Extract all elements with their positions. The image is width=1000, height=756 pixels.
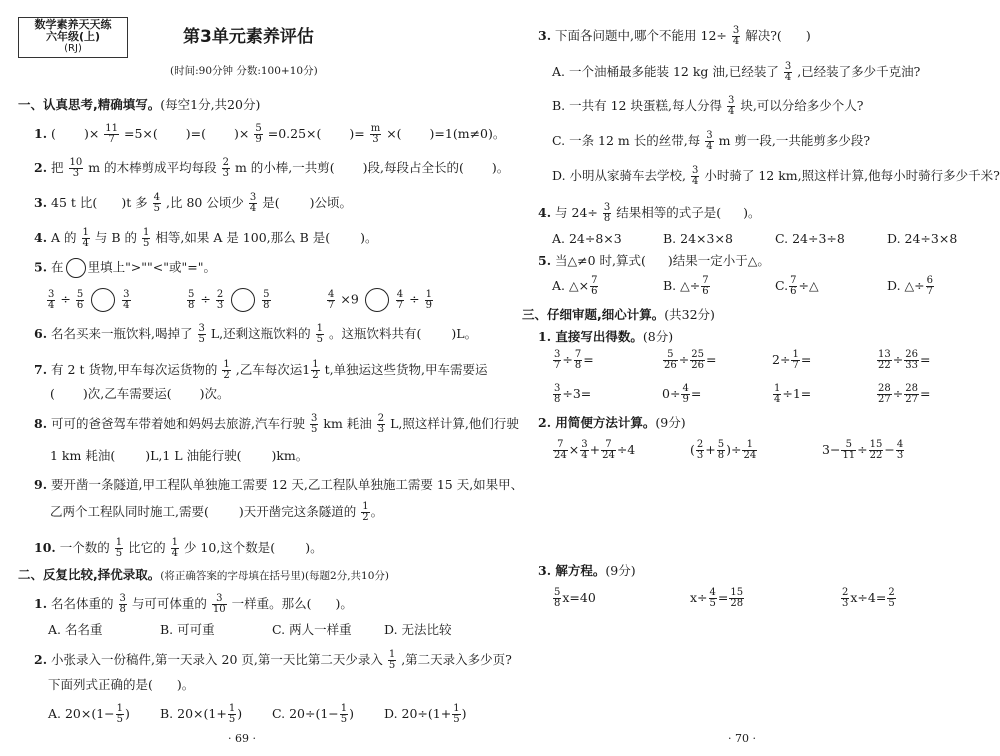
right-page	[500, 0, 1000, 756]
choice-2-option-d[interactable]: D. 20÷(1+ $\frac{1}{5}$ )	[384, 703, 467, 725]
answer-circle[interactable]	[365, 288, 389, 312]
badge-edition: (RJ)	[64, 43, 82, 54]
choice-3-option-a[interactable]: A. 一个油桶最多能装 12 kg 油,已经装了 $\frac{3}{4}$ ,已经装了多少千克油?	[552, 61, 921, 83]
badge-grade: 六年级(上)	[45, 30, 101, 43]
section-note: (共32分)	[664, 307, 715, 322]
equation: x÷ $\frac{4}{5}$ = $\frac{15}{28}$	[690, 587, 744, 609]
calc-1-item: $\frac{13}{22}$ ÷ $\frac{26}{33}$ =	[878, 349, 931, 371]
section-title: 三、仔细审题,细心计算。	[522, 307, 665, 322]
question-10: 10. 一个数的 $\frac{1}{5}$ 比它的 $\frac{1}{4}$ 少 10,这个数是( )。	[34, 537, 323, 559]
calc-1-item: $\frac{1}{4}$ ÷1=	[774, 383, 812, 405]
choice-1-option-d[interactable]: D. 无法比较	[384, 622, 452, 637]
calc-1-label: 1. 直接写出得数。(8分)	[538, 329, 674, 344]
question-8-line2: 1 km 耗油( )L,1 L 油能行驶( )km。	[50, 448, 309, 463]
question-5: 5. 在 里填上">""<"或"="。	[34, 258, 216, 278]
choice-4-option-d[interactable]: D. 24÷3×8	[887, 231, 958, 246]
choice-4: 4. 与 24÷ $\frac{3}{8}$ 结果相等的式子是( )。	[538, 202, 761, 224]
choice-2-line2: 下面列式正确的是( )。	[48, 677, 195, 692]
calc-1-item: $\frac{28}{27}$ ÷ $\frac{28}{27}$ =	[878, 383, 931, 405]
compare-c: $\frac{4}{7}$ ×9 $\frac{4}{7}$ ÷ $\frac{1}{9}$	[328, 288, 432, 311]
question-6: 6. 名名买来一瓶饮料,喝掉了 $\frac{3}{5}$ L,还剩这瓶饮料的 $\frac{1}{5}$ 。这瓶饮料共有( )L。	[34, 323, 478, 345]
question-9-line2: 乙两个工程队同时施工,需要( )天开凿完这条隧道的 $\frac{1}{2}$ 。	[50, 501, 384, 523]
question-8: 8. 可可的爸爸驾车带着她和妈妈去旅游,汽车行驶 $\frac{3}{5}$ km 耗油 $\frac{2}{3}$ L,照这样计算,他们行驶	[34, 413, 519, 435]
choice-1: 1. 名名体重的 $\frac{3}{8}$ 与可可体重的 $\frac{3}{10}$ 一样重。那么( )。	[34, 593, 353, 615]
page-number: · 70 ·	[728, 732, 756, 745]
calc-1-item: $\frac{3}{7}$ ÷ $\frac{7}{8}$ =	[554, 349, 594, 371]
choice-5-option-b[interactable]: B. △÷ $\frac{7}{6}$	[663, 275, 709, 297]
choice-2-option-c[interactable]: C. 20÷(1− $\frac{1}{5}$ )	[272, 703, 355, 725]
choice-3-option-b[interactable]: B. 一共有 12 块蛋糕,每人分得 $\frac{3}{4}$ 块,可以分给多少个人?	[552, 95, 864, 117]
choice-3-option-c[interactable]: C. 一条 12 m 长的丝带,每 $\frac{3}{4}$ m 剪一段,一共能剪多少段?	[552, 130, 871, 152]
equation: $\frac{5}{8}$ x=40	[554, 587, 596, 609]
question-1: 1. ( )× $\frac{11}{7}$ =5×( )=( )× $\frac{5}{9}$ =0.25×( )= $\frac{m}{3}$ ×( )=1(m≠0)。	[34, 123, 506, 145]
section-3-heading	[522, 306, 715, 324]
series-badge	[18, 17, 128, 58]
question-9: 9. 要开凿一条隧道,甲工程队单独施工需要 12 天,乙工程队单独施工需要 15 天,如果甲、	[34, 477, 524, 492]
calc-3-label: 3. 解方程。(9分)	[538, 563, 636, 578]
question-3: 3. 45 t 比( )t 多 $\frac{4}{5}$ ,比 80 公顷少 $\frac{3}{4}$ 是( )公顷。	[34, 192, 352, 214]
calc-1-item: 2÷ $\frac{1}{7}$ =	[772, 349, 812, 371]
answer-circle[interactable]	[91, 288, 115, 312]
choice-1-option-c[interactable]: C. 两人一样重	[272, 622, 352, 637]
choice-5-option-a[interactable]: A. △× $\frac{7}{6}$	[552, 275, 598, 297]
choice-4-option-b[interactable]: B. 24×3×8	[663, 231, 733, 246]
section-note: (将正确答案的字母填在括号里)(每题2分,共10分)	[160, 570, 390, 582]
choice-2-option-b[interactable]: B. 20×(1+ $\frac{1}{5}$ )	[160, 703, 243, 725]
compare-circle[interactable]	[66, 258, 86, 278]
choice-1-option-a[interactable]: A. 名名重	[48, 622, 103, 637]
section-note: (每空1分,共20分)	[160, 97, 261, 112]
calc-2-expr: $\frac{7}{24}$ × $\frac{3}{4}$ + $\frac{7}{24}$ ÷4	[554, 439, 636, 461]
question-4: 4. A 的 $\frac{1}{4}$ 与 B 的 $\frac{1}{5}$ 相等,如果 A 是 100,那么 B 是( )。	[34, 227, 378, 249]
choice-1-option-b[interactable]: B. 可可重	[160, 622, 215, 637]
choice-3-option-d[interactable]: D. 小明从家骑车去学校, $\frac{3}{4}$ 小时骑了 12 km,照这样计算,他每小时骑行多少千米?	[552, 165, 1000, 187]
choice-5-option-d[interactable]: D. △÷ $\frac{6}{7}$	[887, 275, 933, 297]
calc-1-item: $\frac{3}{8}$ ÷3=	[554, 383, 592, 405]
question-7: 7. 有 2 t 货物,甲车每次运货物的 $\frac{1}{2}$ ,乙车每次运1 $\frac{1}{2}$ t,单独运这些货物,甲车需要运	[34, 359, 488, 381]
section-2-heading	[18, 566, 389, 585]
choice-2-option-a[interactable]: A. 20×(1− $\frac{1}{5}$ )	[48, 703, 130, 725]
page-number: · 69 ·	[228, 732, 256, 745]
calc-2-expr: ( $\frac{2}{3}$ + $\frac{5}{8}$ )÷ $\frac{1}{24}$	[690, 439, 757, 461]
badge-series: 数学素养天天练	[34, 18, 112, 31]
choice-5-option-c[interactable]: C. $\frac{7}{6}$ ÷△	[775, 275, 819, 297]
page-title: 第3单元素养评估	[183, 27, 314, 47]
section-1-heading	[18, 96, 260, 114]
choice-4-option-a[interactable]: A. 24÷8×3	[552, 231, 622, 246]
choice-2: 2. 小张录入一份稿件,第一天录入 20 页,第一天比第二天少录入 $\frac{1}{5}$ ,第二天录入多少页?	[34, 649, 512, 671]
choice-3: 3. 下面各问题中,哪个不能用 12÷ $\frac{3}{4}$ 解决?( )	[538, 25, 811, 47]
section-title: 一、认真思考,精确填写。	[18, 97, 161, 112]
question-2: 2. 把 $\frac{10}{3}$ m 的木棒剪成平均每段 $\frac{2}{3}$ m 的小棒,一共剪( )段,每段占全长的( )。	[34, 157, 510, 179]
question-7-line2: ( )次,乙车需要运( )次。	[50, 386, 230, 401]
compare-a: $\frac{3}{4}$ ÷ $\frac{5}{6}$ $\frac{3}{4}$	[48, 288, 130, 311]
exam-info: (时间:90分钟 分数:100+10分)	[170, 65, 318, 77]
compare-b: $\frac{5}{8}$ ÷ $\frac{2}{3}$ $\frac{5}{8}$	[188, 288, 270, 311]
calc-1-item: $\frac{5}{26}$ ÷ $\frac{25}{26}$ =	[664, 349, 717, 371]
calc-1-item: 0÷ $\frac{4}{9}$ =	[662, 383, 702, 405]
section-title: 二、反复比较,择优录取。	[18, 567, 161, 582]
choice-5: 5. 当△≠0 时,算式( )结果一定小于△。	[538, 253, 770, 268]
equation: $\frac{2}{3}$ x÷4= $\frac{2}{5}$	[842, 587, 895, 609]
calc-2-label: 2. 用简便方法计算。(9分)	[538, 415, 686, 430]
answer-circle[interactable]	[231, 288, 255, 312]
choice-4-option-c[interactable]: C. 24÷3÷8	[775, 231, 845, 246]
calc-2-expr: 3− $\frac{5}{11}$ ÷ $\frac{15}{22}$ − $\frac{4}{3}$	[822, 439, 904, 461]
